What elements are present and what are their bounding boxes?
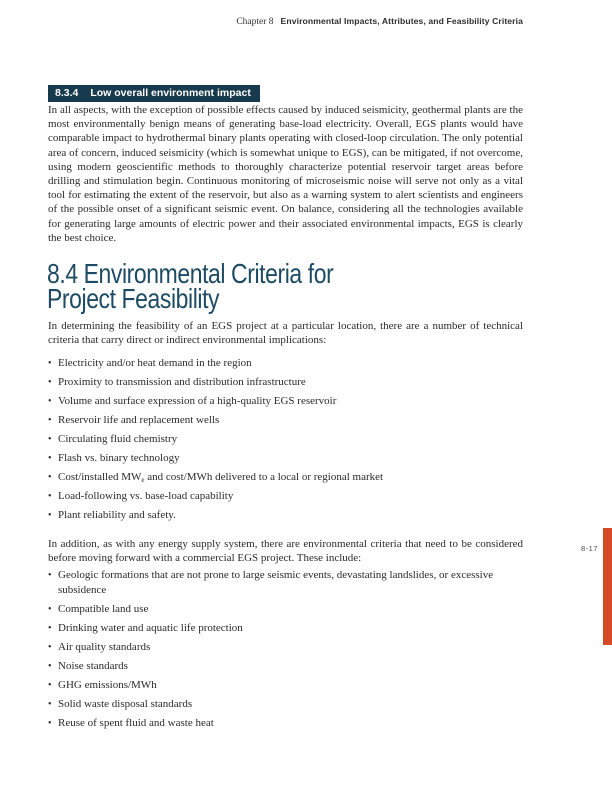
bullet-icon: • [48, 510, 52, 521]
list-item-text [58, 470, 524, 485]
bullet-icon: • [48, 604, 52, 615]
list-item [48, 568, 524, 598]
list-item [48, 432, 524, 447]
bullet-icon: • [48, 415, 52, 426]
list-item [48, 508, 524, 523]
bullet-icon: • [48, 472, 52, 483]
list-item [48, 470, 524, 485]
page-number: 8-17 [580, 544, 598, 553]
list-item [48, 394, 524, 409]
list-item [48, 697, 524, 712]
list-item [48, 621, 524, 636]
list-item [48, 375, 524, 390]
bullet-icon: • [48, 642, 52, 653]
heading-line-2: Project Feasibility [47, 283, 220, 314]
section-8-3-4-paragraph: In all aspects, with the exception of possible effects caused by induced seismicity, geothermal plants are the most environmentally benign means of generating base-load electricity. Overall, EGS plants would have comparable impact to hydrothermal binary plants operating with closed-loop circulation. The only potential area of concern, induced seismicity (which is somewhat unique to EGS), can be mitigated, if not overcome, using modern geoscientific methods to thoroughly characterize potential reservoir target areas before drilling and stimulation begin. Continuous monitoring of microseismic noise will serve not only as a vital tool for estimating the extent of the reservoir, but also as a warning system to alert scientists and engineers of the possible onset of a significant seismic event. On balance, considering all the technologies available for generating large amounts of electric power and their associated environmental impacts, EGS is clearly the best choice. [48, 104, 523, 244]
list-item-text: Plant reliability and safety. [58, 509, 176, 521]
bullet-icon: • [48, 491, 52, 502]
heading-line-1: 8.4 Environmental Criteria for [47, 258, 334, 289]
technical-criteria-list [48, 356, 524, 527]
chapter-label: Chapter 8 [236, 17, 274, 27]
list-item-text: Flash vs. binary technology [58, 452, 180, 464]
bullet-icon: • [48, 570, 52, 581]
bullet-icon: • [48, 396, 52, 407]
chapter-title: Environmental Impacts, Attributes, and Feasibility Criteria [280, 16, 523, 26]
environmental-criteria-intro-paragraph: In addition, as with any energy supply system, there are environmental criteria that need to be considered before moving forward with a commercial EGS project. These include: [48, 538, 523, 565]
bullet-icon: • [48, 718, 52, 729]
list-item-text: Solid waste disposal standards [58, 698, 193, 710]
list-item [48, 602, 524, 617]
section-8-3-4-heading-bar [48, 85, 260, 102]
list-item [48, 356, 524, 371]
list-item-text: Drinking water and aquatic life protection [58, 622, 243, 634]
list-item [48, 489, 524, 504]
list-item [48, 659, 524, 674]
list-item-text: Geologic formations that are not prone to large seismic events, devastating landslides, or excessive subsidence [58, 569, 494, 596]
list-item-text: Electricity and/or heat demand in the region [58, 357, 252, 369]
list-item-text: Circulating fluid chemistry [58, 433, 178, 445]
list-item-text-post: and cost/MWh delivered to a local or regional market [144, 471, 384, 483]
bullet-icon: • [48, 680, 52, 691]
section-8-4-intro-paragraph: In determining the feasibility of an EGS project at a particular location, there are a number of technical criteria that carry direct or indirect environmental implications: [48, 320, 523, 347]
bullet-icon: • [48, 661, 52, 672]
environmental-criteria-list [48, 568, 524, 735]
list-item-text: Proximity to transmission and distribution infrastructure [58, 376, 306, 388]
list-item-text: Volume and surface expression of a high-quality EGS reservoir [58, 395, 337, 407]
list-item [48, 413, 524, 428]
subscript-e: e [141, 476, 145, 484]
bullet-icon: • [48, 453, 52, 464]
list-item [48, 716, 524, 731]
list-item-text: Reuse of spent fluid and waste heat [58, 717, 214, 729]
section-title: Low overall environment impact [90, 87, 251, 99]
list-item-text: Noise standards [58, 660, 128, 672]
bullet-icon: • [48, 358, 52, 369]
running-header [236, 16, 523, 27]
bullet-icon: • [48, 434, 52, 445]
section-number: 8.3.4 [55, 87, 79, 99]
list-item-text: Load-following vs. base-load capability [58, 490, 234, 502]
list-item [48, 451, 524, 466]
list-item-text: Air quality standards [58, 641, 151, 653]
list-item-text: GHG emissions/MWh [58, 679, 157, 691]
accent-bar [603, 528, 612, 645]
list-item-text: Compatible land use [58, 603, 149, 615]
bullet-icon: • [48, 699, 52, 710]
bullet-icon: • [48, 623, 52, 634]
bullet-icon: • [48, 377, 52, 388]
section-8-4-heading [47, 258, 334, 314]
list-item-text: Reservoir life and replacement wells [58, 414, 220, 426]
list-item [48, 678, 524, 693]
list-item-text-pre: Cost/installed MW [58, 471, 142, 483]
list-item [48, 640, 524, 655]
